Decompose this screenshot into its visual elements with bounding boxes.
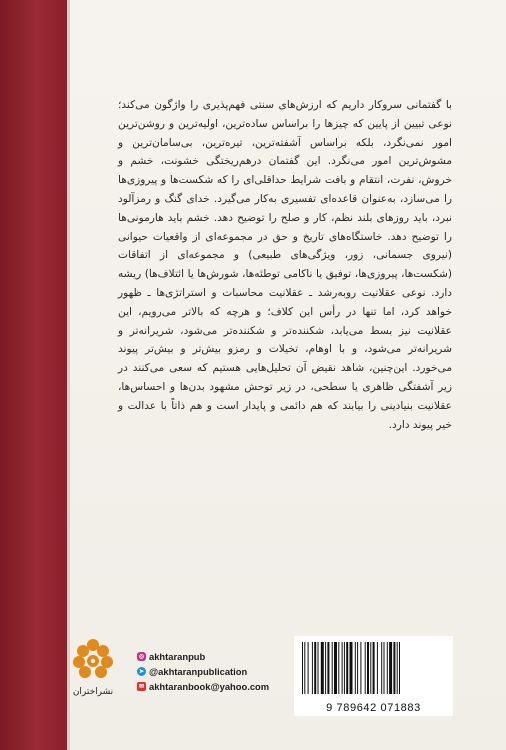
barcode-bar [312,642,313,694]
barcode-bar [355,642,356,694]
barcode-bar [350,642,353,694]
barcode-bar [302,642,303,694]
barcode-bar [318,642,319,694]
email-row[interactable] [137,679,287,694]
back-cover-blurb: با گفتمانی سروکار داریم که ارزش‌های سنتی فهم‌پذیری را واژگون می‌کند؛ نوعی تبیین از پایین که چیزها را براساس ساده‌ترین، اولیه‌ترین و روشن‌ترین امور نمی‌نگرد، بلکه براساس آشفته‌ترین، تیره‌ترین، بی‌سامان‌ترین و مشوش‌ترین امور می‌نگرد. این گفتمان درهم‌ریختگی خشونت، خشم و خروش، نفرت، انتقام و بافت شرایط حداقلی‌ای را که شکست‌ها و پیروزی‌ها را می‌سازد، به‌عنوان قاعده‌ای تفسیری به‌کار می‌گیرد. خدای گنگ و رمزآلود نبرد، باید روزهای بلند نظم، کار و صلح را توضیح دهد. خشم باید هارمونی‌ها را توضیح دهد. خاستگاه‌های تاریخ و حق در مجموعه‌ای از واقعیات حیوانی (نیروی جسمانی، زور، ویژگی‌های طبیعی) و مجموعه‌ای از اتفاقات (شکست‌ها، پیروزی‌ها، توفیق یا ناکامی توطئه‌ها، شورش‌ها یا ائتلاف‌ها) ریشه دارد. نوعی عقلانیت روبه‌رشد ـ عقلانیت محاسبات و استراتژی‌ها ـ ظهور خواهد کرد، اما تنها در رأس این کلاف؛ و هرچه که بالاتر می‌رویم، این عقلانیت نیز بسط می‌یابد، شکننده‌تر و شکننده‌تر می‌شود، شریرانه‌تر و شریرانه‌تر می‌شود، و با اوهام، تخیلات و رمزو بیش‌تر و بیش‌تر پیوند می‌خورد. این‌چنین، شاهد نقیض آن تحلیل‌هایی هستیم که سعی می‌کنند در زیر آشفتگی ظاهری یا سطحی، در زیر توحش مشهود بدن‌ها و احساس‌ها، عقلانیت بنیادینی را بیابند که هم دائمی و پایدار است و هم ذاتاً با عدالت و خیر پیوند دارد. [118,99,452,431]
instagram-icon: ◎ [138,654,145,660]
barcode-bar [344,642,345,694]
barcode-bar [397,642,398,694]
email-icon: ✉ [138,684,145,690]
barcode-bar [365,642,366,694]
telegram-handle: @akhtaranpublication [149,666,248,677]
barcode-bar [381,642,382,694]
barcode-bar [321,642,324,694]
barcode-bar [314,642,316,694]
barcode-bars [294,636,453,700]
barcode-bar [360,642,361,694]
isbn-number: 9 789642 071883 [326,702,421,714]
barcode-bar [399,642,400,694]
barcode-bar [384,642,385,694]
barcode-bar [346,642,348,694]
barcode-bar [332,642,333,694]
telegram-row[interactable] [137,664,287,679]
instagram-handle: akhtaranpub [149,651,206,662]
barcode-bar [304,642,305,694]
barcode-bar [373,642,375,694]
isbn-barcode [294,636,453,716]
telegram-icon: ➤ [138,669,145,675]
book-spine [0,0,67,750]
barcode-bar [393,642,395,694]
publisher-name: نشراختران [72,687,114,697]
barcode-bar [387,642,388,694]
barcode-bar [334,642,337,694]
barcode-bar [377,642,378,694]
barcode-bar [367,642,369,694]
instagram-row[interactable] [137,649,287,664]
barcode-bar [325,642,326,694]
publisher-contacts [137,649,287,694]
barcode-bar [357,642,358,694]
barcode-bar [370,642,371,694]
email-address: akhtaranbook@yahoo.com [149,681,270,692]
barcode-bar [389,642,392,694]
barcode-bar [308,642,309,694]
barcode-bar [342,642,343,694]
barcode-bar [338,642,339,694]
publisher-logo [72,636,114,684]
barcode-bar [327,642,329,694]
